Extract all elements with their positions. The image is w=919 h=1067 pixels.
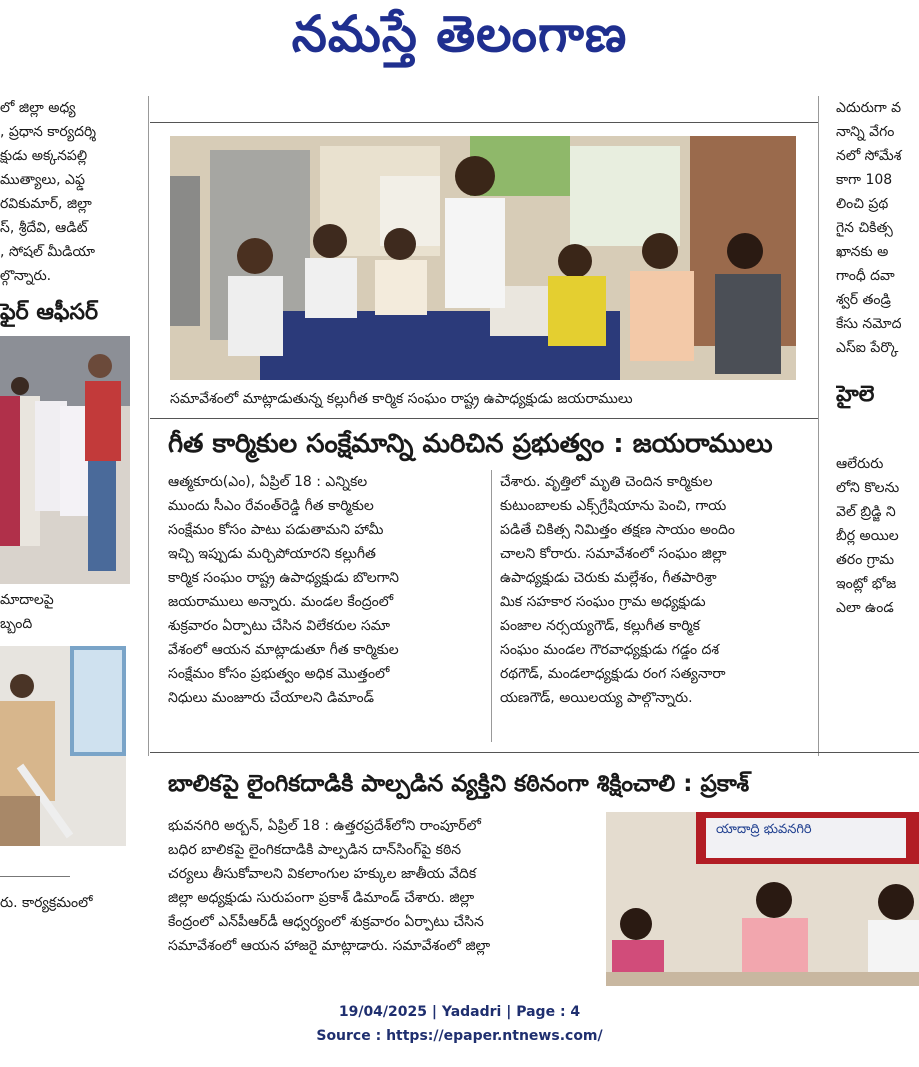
right-section-head: హైలె [836,382,875,407]
story1-col2-line: పంజాల నర్సయ్యగౌడ్, కల్లుగీత కార్మిక [500,618,700,634]
right-column-line: నలో సోమేశ [836,148,902,164]
left-column-text [0,96,130,288]
story1-col1-line: జయరాములు అన్నారు. మండల కేంద్రంలో [168,594,394,610]
left-column-line: లో జిల్లా అధ్య [0,100,76,116]
story1-col2-line: రథగౌడ్, మండలాధ్యక్షుడు రంగ సత్యనారా [500,666,726,682]
meeting-photo-caption: సమావేశంలో మాట్లాడుతున్న కల్లుగీత కార్మిక సంఘం రాష్ట్ర ఉపాధ్యక్షుడు జయరాములు [170,391,633,407]
left-column-line: ల్గొన్నారు. [0,268,52,284]
right-column-bottom-line: లోని కొలను [836,480,900,496]
left-caption-2: బ్బంది [0,616,33,632]
right-column-bottom-line: ఆలేరురు [836,456,884,472]
meeting-photo [170,136,796,380]
story2-line: కేంద్రంలో ఎన్‌పీఆర్‌డీ ఆధ్వర్యంలో శుక్రవారం ఏర్పాటు చేసిన [168,914,484,930]
left-column-line: , ప్రధాన కార్యదర్శి [0,124,97,140]
left-bottom-line: రు. కార్యక్రమంలో [0,895,93,911]
story1-col1-line: శుక్రవారం ఏర్పాటు చేసిన విలేకరుల సమా [168,618,391,634]
right-column-line: శ్వర్ తండ్రి [836,292,891,308]
disability-meeting-photo [606,812,919,986]
left-column-line: ముత్యాలు, ఎఫ్డ [0,172,85,188]
story1-col2-line: పడితే చికిత్స నిమిత్తం తక్షణ సాయం అందిం [500,522,735,538]
story1-column-2 [500,470,816,742]
story2-line: సమావేశంలో ఆయన హాజరై మాట్లాడారు. సమావేశంలో జిల్లా [168,938,491,954]
right-column-bottom-line: ఎలా ఉండ [836,600,894,616]
story2-line: జిల్లా అధ్యక్షుడు సురుపంగా ప్రకాశ్ డిమాండ్ చేశారు. జిల్లా [168,890,475,906]
right-column-line: నాన్ని వేగం [836,124,895,140]
left-column-line: క్షుడు అక్కనపల్లి [0,148,88,164]
story2-line: చర్యలు తీసుకోవాలని వికలాంగుల హక్కుల జాతీయ వేదిక [168,866,477,882]
left-column-line: , సోషల్ మీడియా [0,244,96,260]
story1-col1-line: సంక్షేమం కోసం పాటు పడుతామని హామీ [168,522,384,538]
right-column-bottom-line: తరం గ్రామ [836,552,895,568]
story1-col2-line: ఉపాధ్యక్షుడు చెరుకు మల్లేశం, గీతపారిశ్రా [500,570,717,586]
top-rule [150,122,818,123]
story1-col2-line: మిక సహకార సంఘం గ్రామ అధ్యక్షుడు [500,594,706,610]
story2-line: భువనగిరి అర్బన్, ఏప్రిల్ 18 : ఉత్తరప్రదేశ్‌లోని రాంపూర్‌లో [168,818,481,834]
left-column [0,96,130,966]
right-column-bottom-line: ఇంట్లో భోజ [836,576,897,592]
story2-body [168,814,598,986]
story1-col2-line: సంఘం మండల గౌరవాధ్యక్షుడు గడ్డం దశ [500,642,720,658]
right-column-line: ఎదురుగా వ [836,100,902,116]
story2-rule [150,752,919,753]
story1-col1-line: నిధులు మంజూరు చేయాలని డిమాండ్ [168,690,374,706]
fire-officer-photo [0,336,130,584]
footer-dateline: 19/04/2025 | Yadadri | Page : 4 [338,1004,581,1020]
story1-col2-line: యణగౌడ్, అయిలయ్య పాల్గొన్నారు. [500,690,693,706]
right-column-bottom-line: బీర్ల అయిల [836,528,899,544]
right-column-line: ఖానకు అ [836,244,889,260]
left-column-line: రవికుమార్, జిల్లా [0,196,92,212]
right-column-line: కాగా 108 [836,172,893,188]
left-section-head: ఫైర్ ఆఫీసర్ [0,300,99,325]
story1-col2-line: చేశారు. వృత్తిలో మృతి చెందిన కార్మికుల [500,474,713,490]
fire-spray-photo [0,646,126,846]
column-rule-right [818,96,819,756]
story1-col1-line: సంక్షేమం కోసం ప్రభుత్వం అధిక మొత్తంలో [168,666,390,682]
right-column-bottom-line: వెల్ బ్రిడ్జి ని [836,504,896,520]
story2-line: బధిర బాలికపై లైంగికదాడికి పాల్పడిన దాన్‌సింగ్‌పై కఠిన [168,842,462,858]
story1-column-1 [168,470,484,742]
right-column-text [836,96,919,360]
story1-col1-line: ఆత్మకూరు(ఎం), ఏప్రిల్ 18 : ఎన్నికల [168,474,368,490]
right-column-line: లించి ప్రథ [836,196,889,212]
banner-text: యాదాద్రి భువనగిరి [716,822,812,837]
left-divider [0,876,70,877]
right-column [836,96,919,696]
story-column-rule [491,470,492,742]
story1-col1-line: కార్మిక సంఘం రాష్ట్ర ఉపాధ్యక్షుడు బొలగాని [168,570,399,586]
story1-col2-line: చాలని కోరారు. సమావేశంలో సంఘం జిల్లా [500,546,727,562]
story1-col1-line: ఇచ్చి ఇప్పుడు మర్చిపోయారని కల్లుగీత [168,546,376,562]
newspaper-masthead [0,0,919,80]
story1-col1-line: ముందు సీఎం రేవంత్‌రెడ్డి గీత కార్మికుల [168,498,374,514]
left-caption-1: మాదాలపై [0,592,54,608]
story2-headline: బాలికపై లైంగికదాడికి పాల్పడిన వ్యక్తిని కఠినంగా శిక్షించాలి : ప్రకాశ్ [168,771,750,797]
story1-col1-line: వేశంలో ఆయన మాట్లాడుతూ గీత కార్మికుల [168,642,399,658]
right-column-line: గాంధీ దవా [836,268,895,284]
story1-headline: గీత కార్మికుల సంక్షేమాన్ని మరిచిన ప్రభుత్వం : జయరాములు [168,429,773,459]
left-column-line: స్, శ్రీదేవి, ఆడిట్ [0,220,88,236]
right-column-line: ఎస్ఐ పేర్కొ [836,340,899,356]
right-column-bottom-text [836,452,919,620]
story1-rule [150,418,818,419]
story1-col2-line: కుటుంబాలకు ఎక్స్‌గ్రేషియాను పెంచి, గాయ [500,498,727,514]
right-column-line: గైన చికిత్స [836,220,893,236]
right-column-line: కేసు నమోద [836,316,902,332]
masthead-title: నమస్తే తెలంగాణ [291,4,628,63]
footer-source: Source : https://epaper.ntnews.com/ [316,1028,603,1044]
column-rule-left [148,96,149,756]
